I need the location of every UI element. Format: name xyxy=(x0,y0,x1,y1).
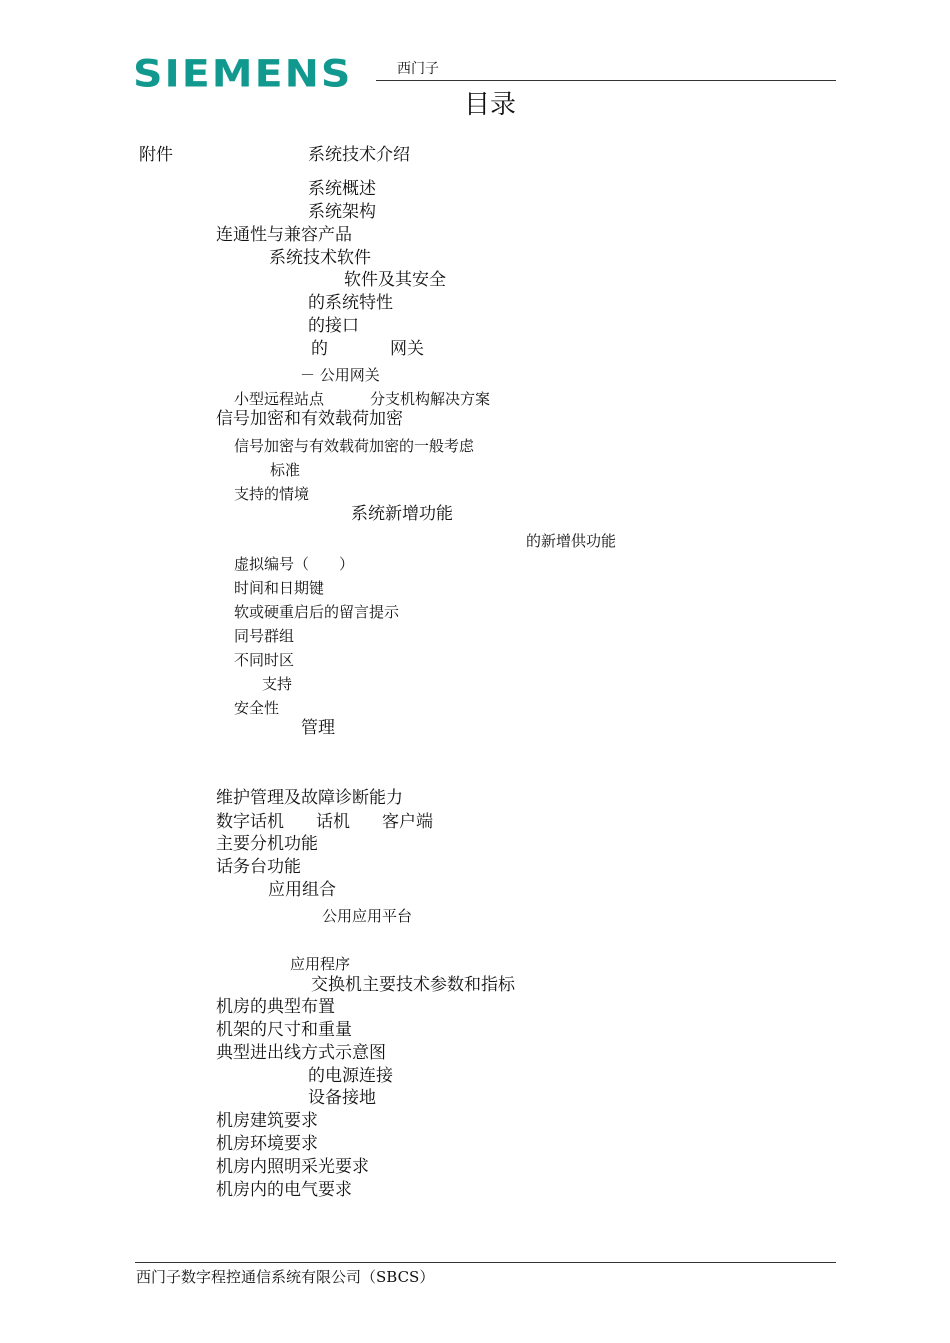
toc-entry: 连通性与兼容产品 xyxy=(216,225,352,245)
page-title: 目录 xyxy=(464,90,517,120)
toc-entry: 系统技术介绍 xyxy=(308,145,410,165)
toc-entry: 的接口 xyxy=(308,316,359,336)
toc-entry: 主要分机功能 xyxy=(216,834,318,854)
siemens-logo: SIEMENS xyxy=(133,51,353,96)
toc-entry: 典型进出线方式示意图 xyxy=(216,1043,386,1063)
toc-entry: 公用应用平台 xyxy=(322,907,413,925)
toc-entry: 安全性 xyxy=(234,699,280,717)
toc-entry: 机房建筑要求 xyxy=(216,1111,318,1131)
toc-entry: 设备接地 xyxy=(308,1088,376,1108)
toc-entry: 支持 xyxy=(262,675,293,693)
toc-entry: 机房内的电气要求 xyxy=(216,1180,352,1200)
toc-entry: 数字话机 xyxy=(216,812,284,832)
toc-entry: 的 xyxy=(311,339,328,359)
toc-entry: 支持的情境 xyxy=(234,485,310,503)
toc-entry: 机房环境要求 xyxy=(216,1134,318,1154)
toc-entry: 时间和日期键 xyxy=(234,579,325,597)
toc-entry: 标准 xyxy=(270,461,301,479)
toc-entry: 网关 xyxy=(390,339,424,359)
header-rule xyxy=(376,80,836,81)
toc-entry: 交换机主要技术参数和指标 xyxy=(311,975,515,995)
toc-entry: 客户端 xyxy=(382,812,433,832)
toc-entry: 同号群组 xyxy=(234,627,295,645)
toc-entry: 信号加密与有效载荷加密的一般考虑 xyxy=(234,437,475,455)
toc-entry: 系统技术软件 xyxy=(269,248,371,268)
toc-entry: － 公用网关 xyxy=(300,366,380,384)
brand-chinese-name: 西门子 xyxy=(397,61,439,77)
toc-entry: 话务台功能 xyxy=(216,857,301,877)
toc-entry: 应用程序 xyxy=(290,955,351,973)
toc-entry: 虚拟编号（ ） xyxy=(234,555,355,573)
toc-entry: 系统概述 xyxy=(308,179,376,199)
toc-entry: 系统新增功能 xyxy=(351,504,453,524)
toc-entry: 机房内照明采光要求 xyxy=(216,1157,369,1177)
toc-entry: 维护管理及故障诊断能力 xyxy=(216,788,403,808)
toc-entry: 的系统特性 xyxy=(308,293,393,313)
toc-entry: 附件 xyxy=(139,145,173,165)
toc-entry: 应用组合 xyxy=(268,880,336,900)
footer-company-name: 西门子数字程控通信系统有限公司（SBCS） xyxy=(136,1268,435,1286)
toc-entry: 小型远程站点 xyxy=(234,390,325,408)
toc-entry: 软件及其安全 xyxy=(344,270,446,290)
footer-rule xyxy=(135,1262,836,1263)
toc-entry: 话机 xyxy=(316,812,350,832)
toc-entry: 软或硬重启后的留言提示 xyxy=(234,603,400,621)
toc-entry: 信号加密和有效载荷加密 xyxy=(216,409,403,429)
toc-entry: 的电源连接 xyxy=(308,1066,393,1086)
toc-entry: 分支机构解决方案 xyxy=(370,390,491,408)
toc-entry: 机房的典型布置 xyxy=(216,997,335,1017)
toc-entry: 系统架构 xyxy=(308,202,376,222)
toc-entry: 机架的尺寸和重量 xyxy=(216,1020,352,1040)
toc-entry: 的新增供功能 xyxy=(526,532,617,550)
toc-entry: 不同时区 xyxy=(234,651,295,669)
toc-entry: 管理 xyxy=(301,718,335,738)
